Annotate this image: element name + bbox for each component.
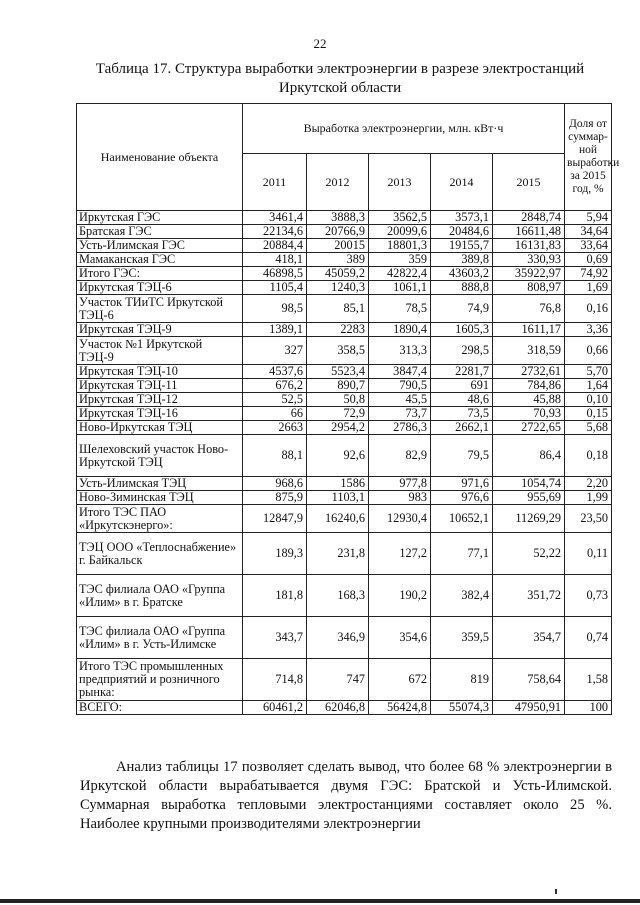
scan-bottom-edge — [0, 899, 640, 903]
table-row — [77, 491, 612, 505]
table-row — [77, 477, 612, 491]
cell-value-2012: 5523,4 — [307, 365, 369, 379]
table-row — [77, 337, 612, 365]
cell-share: 0,66 — [565, 337, 612, 365]
cell-share: 0,69 — [565, 253, 612, 267]
table-row — [77, 239, 612, 253]
cell-share: 74,92 — [565, 267, 612, 281]
cell-value-2011: 46898,5 — [243, 267, 307, 281]
cell-value-2014: 2662,1 — [431, 421, 493, 435]
cell-object-name: ТЭС филиала ОАО «Группа «Илим» в г. Усть-Илимске — [77, 617, 243, 659]
cell-value-2014: 55074,3 — [431, 701, 493, 715]
cell-value-2015: 16611,48 — [493, 225, 565, 239]
production-table — [76, 103, 620, 715]
cell-object-name: Иркутская ТЭЦ-10 — [77, 365, 243, 379]
cell-object-name: Иркутская ТЭЦ-9 — [77, 323, 243, 337]
analysis-paragraph — [80, 758, 612, 834]
cell-value-2014: 73,5 — [431, 407, 493, 421]
cell-value-2013: 354,6 — [369, 617, 431, 659]
table-row — [77, 659, 612, 701]
cell-value-2015: 52,22 — [493, 533, 565, 575]
cell-value-2012: 20015 — [307, 239, 369, 253]
cell-value-2015: 758,64 — [493, 659, 565, 701]
table-row — [77, 253, 612, 267]
cell-object-name: Ново-Иркутская ТЭЦ — [77, 421, 243, 435]
cell-value-2012: 2954,2 — [307, 421, 369, 435]
table-row — [77, 505, 612, 533]
header-object-name: Наименование объекта — [77, 104, 243, 211]
cell-value-2014: 2281,7 — [431, 365, 493, 379]
cell-value-2015: 35922,97 — [493, 267, 565, 281]
cell-value-2014: 971,6 — [431, 477, 493, 491]
cell-value-2013: 977,8 — [369, 477, 431, 491]
cell-share: 5,70 — [565, 365, 612, 379]
header-share: Доля от суммар-ной выработки за 2015 год, % — [565, 104, 612, 211]
cell-object-name: Усть-Илимская ТЭЦ — [77, 477, 243, 491]
cell-value-2011: 22134,6 — [243, 225, 307, 239]
cell-value-2012: 45059,2 — [307, 267, 369, 281]
cell-share: 34,64 — [565, 225, 612, 239]
cell-object-name: Участок ТИиТС Иркутской ТЭЦ-6 — [77, 295, 243, 323]
cell-value-2012: 1240,3 — [307, 281, 369, 295]
cell-value-2015: 70,93 — [493, 407, 565, 421]
table-row — [77, 211, 612, 225]
cell-value-2014: 888,8 — [431, 281, 493, 295]
cell-value-2015: 76,8 — [493, 295, 565, 323]
cell-value-2011: 1389,1 — [243, 323, 307, 337]
table-row — [77, 225, 612, 239]
cell-value-2012: 20766,9 — [307, 225, 369, 239]
cell-value-2014: 10652,1 — [431, 505, 493, 533]
header-year: 2013 — [369, 154, 431, 211]
cell-share: 0,73 — [565, 575, 612, 617]
cell-value-2013: 20099,6 — [369, 225, 431, 239]
cell-value-2011: 714,8 — [243, 659, 307, 701]
cell-value-2013: 18801,3 — [369, 239, 431, 253]
cell-share: 0,18 — [565, 435, 612, 477]
caption-line-1: Таблица 17. Структура выработки электроэнергии в разрезе электростанций — [95, 61, 585, 77]
cell-value-2015: 1054,74 — [493, 477, 565, 491]
cell-object-name: Иркутская ТЭЦ-11 — [77, 379, 243, 393]
cell-value-2011: 60461,2 — [243, 701, 307, 715]
cell-value-2012: 747 — [307, 659, 369, 701]
cell-value-2011: 52,5 — [243, 393, 307, 407]
cell-value-2011: 181,8 — [243, 575, 307, 617]
cell-value-2015: 351,72 — [493, 575, 565, 617]
cell-value-2013: 2786,3 — [369, 421, 431, 435]
cell-value-2013: 190,2 — [369, 575, 431, 617]
cell-value-2011: 189,3 — [243, 533, 307, 575]
cell-object-name: Иркутская ТЭЦ-16 — [77, 407, 243, 421]
cell-value-2013: 45,5 — [369, 393, 431, 407]
cell-value-2012: 168,3 — [307, 575, 369, 617]
cell-value-2011: 88,1 — [243, 435, 307, 477]
header-year: 2011 — [243, 154, 307, 211]
cell-value-2014: 359,5 — [431, 617, 493, 659]
cell-object-name: ВСЕГО: — [77, 701, 243, 715]
cell-value-2015: 784,86 — [493, 379, 565, 393]
cell-value-2011: 1105,4 — [243, 281, 307, 295]
cell-value-2011: 66 — [243, 407, 307, 421]
cell-value-2011: 98,5 — [243, 295, 307, 323]
cell-value-2014: 74,9 — [431, 295, 493, 323]
table-row — [77, 421, 612, 435]
cell-value-2011: 343,7 — [243, 617, 307, 659]
table-row — [77, 365, 612, 379]
cell-value-2015: 2732,61 — [493, 365, 565, 379]
cell-value-2012: 1586 — [307, 477, 369, 491]
table-row — [77, 407, 612, 421]
cell-value-2014: 19155,7 — [431, 239, 493, 253]
cell-value-2012: 231,8 — [307, 533, 369, 575]
cell-value-2015: 45,88 — [493, 393, 565, 407]
cell-value-2011: 968,6 — [243, 477, 307, 491]
cell-value-2011: 418,1 — [243, 253, 307, 267]
table-row — [77, 295, 612, 323]
cell-value-2013: 1890,4 — [369, 323, 431, 337]
cell-object-name: Итого ТЭС ПАО «Иркутскэнерго»: — [77, 505, 243, 533]
cell-value-2014: 20484,6 — [431, 225, 493, 239]
cell-value-2014: 1605,3 — [431, 323, 493, 337]
cell-value-2015: 808,97 — [493, 281, 565, 295]
cell-value-2012: 16240,6 — [307, 505, 369, 533]
cell-share: 3,36 — [565, 323, 612, 337]
cell-share: 100 — [565, 701, 612, 715]
cell-share: 5,94 — [565, 211, 612, 225]
cell-value-2013: 313,3 — [369, 337, 431, 365]
cell-value-2013: 3562,5 — [369, 211, 431, 225]
cell-value-2015: 2848,74 — [493, 211, 565, 225]
cell-value-2013: 1061,1 — [369, 281, 431, 295]
cell-value-2012: 2283 — [307, 323, 369, 337]
cell-value-2014: 819 — [431, 659, 493, 701]
cell-object-name: Ново-Зиминская ТЭЦ — [77, 491, 243, 505]
header-year: 2014 — [431, 154, 493, 211]
cell-value-2014: 79,5 — [431, 435, 493, 477]
cell-value-2012: 62046,8 — [307, 701, 369, 715]
cell-value-2015: 2722,65 — [493, 421, 565, 435]
cell-value-2014: 976,6 — [431, 491, 493, 505]
table-row — [77, 533, 612, 575]
cell-value-2015: 11269,29 — [493, 505, 565, 533]
cell-value-2013: 78,5 — [369, 295, 431, 323]
cell-value-2015: 318,59 — [493, 337, 565, 365]
cell-object-name: ТЭЦ ООО «Теплоснабжение» г. Байкальск — [77, 533, 243, 575]
cell-share: 0,11 — [565, 533, 612, 575]
cell-value-2014: 298,5 — [431, 337, 493, 365]
cell-value-2015: 47950,91 — [493, 701, 565, 715]
cell-value-2012: 389 — [307, 253, 369, 267]
cell-value-2013: 790,5 — [369, 379, 431, 393]
table-row — [77, 323, 612, 337]
cell-share: 0,15 — [565, 407, 612, 421]
header-production: Выработка электроэнергии, млн. кВт·ч — [243, 104, 565, 154]
header-year: 2015 — [493, 154, 565, 211]
cell-value-2011: 327 — [243, 337, 307, 365]
cell-value-2014: 43603,2 — [431, 267, 493, 281]
cell-value-2013: 983 — [369, 491, 431, 505]
cell-value-2014: 48,6 — [431, 393, 493, 407]
cell-value-2013: 3847,4 — [369, 365, 431, 379]
cell-value-2011: 676,2 — [243, 379, 307, 393]
cell-share: 33,64 — [565, 239, 612, 253]
cell-object-name: Братская ГЭС — [77, 225, 243, 239]
cell-value-2013: 12930,4 — [369, 505, 431, 533]
cell-share: 23,50 — [565, 505, 612, 533]
cell-value-2013: 359 — [369, 253, 431, 267]
cell-value-2015: 330,93 — [493, 253, 565, 267]
cell-share: 0,74 — [565, 617, 612, 659]
cell-share: 0,10 — [565, 393, 612, 407]
table-row — [77, 575, 612, 617]
cell-value-2011: 2663 — [243, 421, 307, 435]
cell-value-2013: 56424,8 — [369, 701, 431, 715]
cell-value-2012: 50,8 — [307, 393, 369, 407]
cell-value-2012: 3888,3 — [307, 211, 369, 225]
cell-share: 1,58 — [565, 659, 612, 701]
cell-value-2015: 1611,17 — [493, 323, 565, 337]
caption-line-2: Иркутской области — [278, 80, 402, 96]
cell-value-2011: 875,9 — [243, 491, 307, 505]
cell-value-2012: 85,1 — [307, 295, 369, 323]
cell-value-2011: 12847,9 — [243, 505, 307, 533]
cell-object-name: Иркутская ТЭЦ-6 — [77, 281, 243, 295]
table-row — [77, 617, 612, 659]
cell-object-name: ТЭС филиала ОАО «Группа «Илим» в г. Братске — [77, 575, 243, 617]
cell-value-2015: 16131,83 — [493, 239, 565, 253]
analysis-text: Анализ таблицы 17 позволяет сделать вывод, что более 68 % электроэнергии в Иркутской области вырабатывается двумя ГЭС: Братской и Усть-Илимской. Суммарная выработка тепловыми электростанциями составляет около 25 %. Наиболее крупными производителями электроэнергии — [80, 759, 612, 832]
table-body — [77, 211, 612, 715]
page-number: 22 — [313, 36, 327, 51]
cell-object-name: Иркутская ГЭС — [77, 211, 243, 225]
cell-object-name: Шелеховский участок Ново-Иркутской ТЭЦ — [77, 435, 243, 477]
table-row — [77, 281, 612, 295]
cell-share: 2,20 — [565, 477, 612, 491]
cell-value-2012: 1103,1 — [307, 491, 369, 505]
scan-speck — [555, 889, 557, 894]
cell-value-2015: 955,69 — [493, 491, 565, 505]
cell-value-2011: 20884,4 — [243, 239, 307, 253]
cell-value-2013: 127,2 — [369, 533, 431, 575]
cell-value-2015: 86,4 — [493, 435, 565, 477]
cell-value-2012: 72,9 — [307, 407, 369, 421]
header-year: 2012 — [307, 154, 369, 211]
cell-share: 0,16 — [565, 295, 612, 323]
cell-value-2013: 672 — [369, 659, 431, 701]
cell-share: 1,69 — [565, 281, 612, 295]
cell-value-2015: 354,7 — [493, 617, 565, 659]
table-row — [77, 435, 612, 477]
cell-share: 1,64 — [565, 379, 612, 393]
cell-object-name: Итого ТЭС промышленных предприятий и розничного рынка: — [77, 659, 243, 701]
cell-share: 1,99 — [565, 491, 612, 505]
cell-value-2012: 358,5 — [307, 337, 369, 365]
table-row — [77, 393, 612, 407]
cell-value-2013: 73,7 — [369, 407, 431, 421]
cell-value-2014: 691 — [431, 379, 493, 393]
cell-value-2012: 346,9 — [307, 617, 369, 659]
cell-value-2013: 42822,4 — [369, 267, 431, 281]
cell-value-2012: 92,6 — [307, 435, 369, 477]
cell-object-name: Иркутская ТЭЦ-12 — [77, 393, 243, 407]
cell-value-2013: 82,9 — [369, 435, 431, 477]
cell-object-name: Мамаканская ГЭС — [77, 253, 243, 267]
cell-value-2014: 77,1 — [431, 533, 493, 575]
cell-value-2011: 4537,6 — [243, 365, 307, 379]
table-row — [77, 379, 612, 393]
table-caption — [70, 60, 610, 98]
table-row — [77, 701, 612, 715]
cell-object-name: Участок №1 Иркутской ТЭЦ-9 — [77, 337, 243, 365]
cell-value-2012: 890,7 — [307, 379, 369, 393]
cell-value-2014: 3573,1 — [431, 211, 493, 225]
table-row — [77, 267, 612, 281]
cell-value-2014: 382,4 — [431, 575, 493, 617]
cell-object-name: Усть-Илимская ГЭС — [77, 239, 243, 253]
cell-object-name: Итого ГЭС: — [77, 267, 243, 281]
cell-value-2011: 3461,4 — [243, 211, 307, 225]
cell-share: 5,68 — [565, 421, 612, 435]
cell-value-2014: 389,8 — [431, 253, 493, 267]
